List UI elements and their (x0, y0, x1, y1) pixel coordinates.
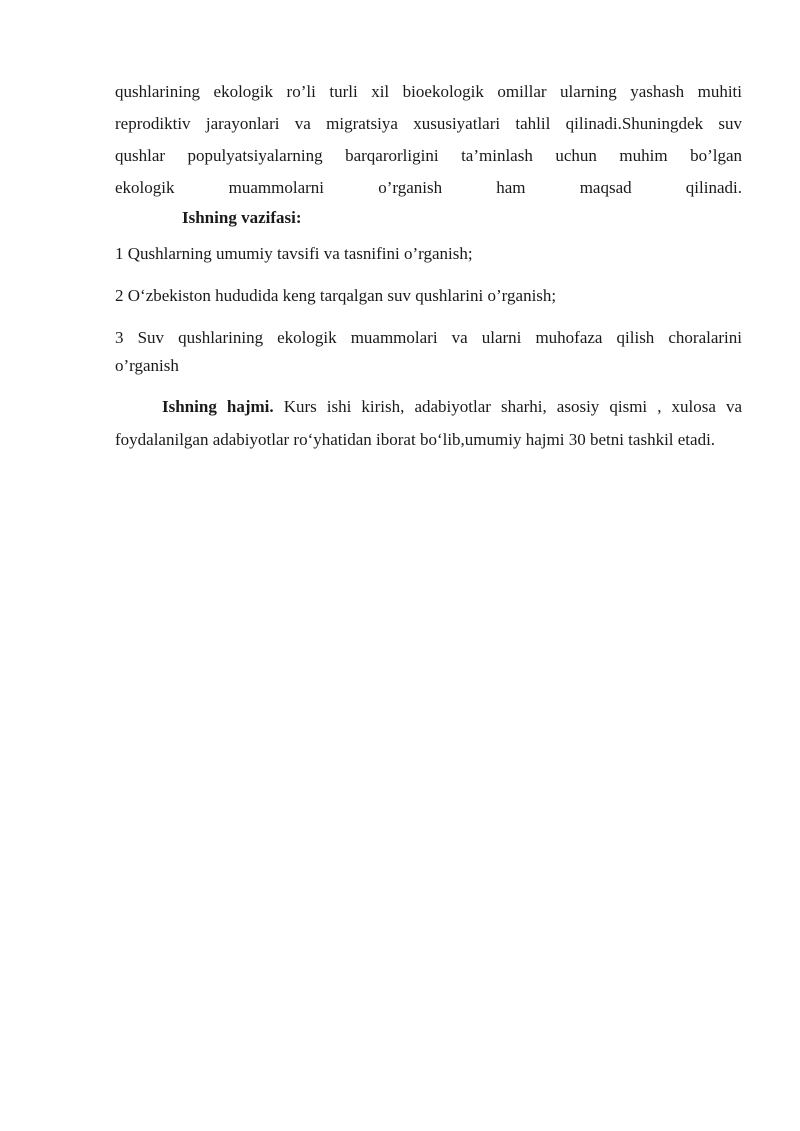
task-item-3-line-1: 3 Suv qushlarining ekologik muammolari va ularni muhofaza qilish choralarini (115, 328, 742, 347)
scope-label: Ishning hajmi. (162, 397, 274, 416)
scope-paragraph (115, 390, 742, 456)
scope-text: Kurs ishi kirish, adabiyotlar sharhi, asosiy qismi , xulosa va foydalanilgan adabiyotlar ro‘yhatidan iborat bo‘lib,umumiy hajmi 30 betni tashkil etadi. (115, 397, 742, 449)
task-item-2: 2 O‘zbekiston hududida keng tarqalgan suv qushlarini o’rganish; (115, 286, 557, 305)
tasks-heading: Ishning vazifasi: (182, 208, 302, 227)
task-item-1: 1 Qushlarning umumiy tavsifi va tasnifini o’rganish; (115, 244, 473, 263)
task-item-3 (115, 324, 742, 380)
intro-line-3: qushlar populyatsiyalarning barqarorligini ta’minlash uchun muhim bo’lgan (115, 146, 742, 165)
intro-line-2: reprodiktiv jarayonlari va migratsiya xususiyatlari tahlil qilinadi.Shuningdek suv (115, 114, 742, 133)
intro-line-4: ekologik muammolarni o’rganish ham maqsad qilinadi. (115, 178, 742, 197)
task-item-3-line-2: o’rganish (115, 356, 179, 375)
document-page (115, 76, 742, 456)
intro-line-1: qushlarining ekologik ro’li turli xil bioekologik omillar ularning yashash muhiti (115, 82, 742, 101)
intro-paragraph (115, 76, 742, 204)
